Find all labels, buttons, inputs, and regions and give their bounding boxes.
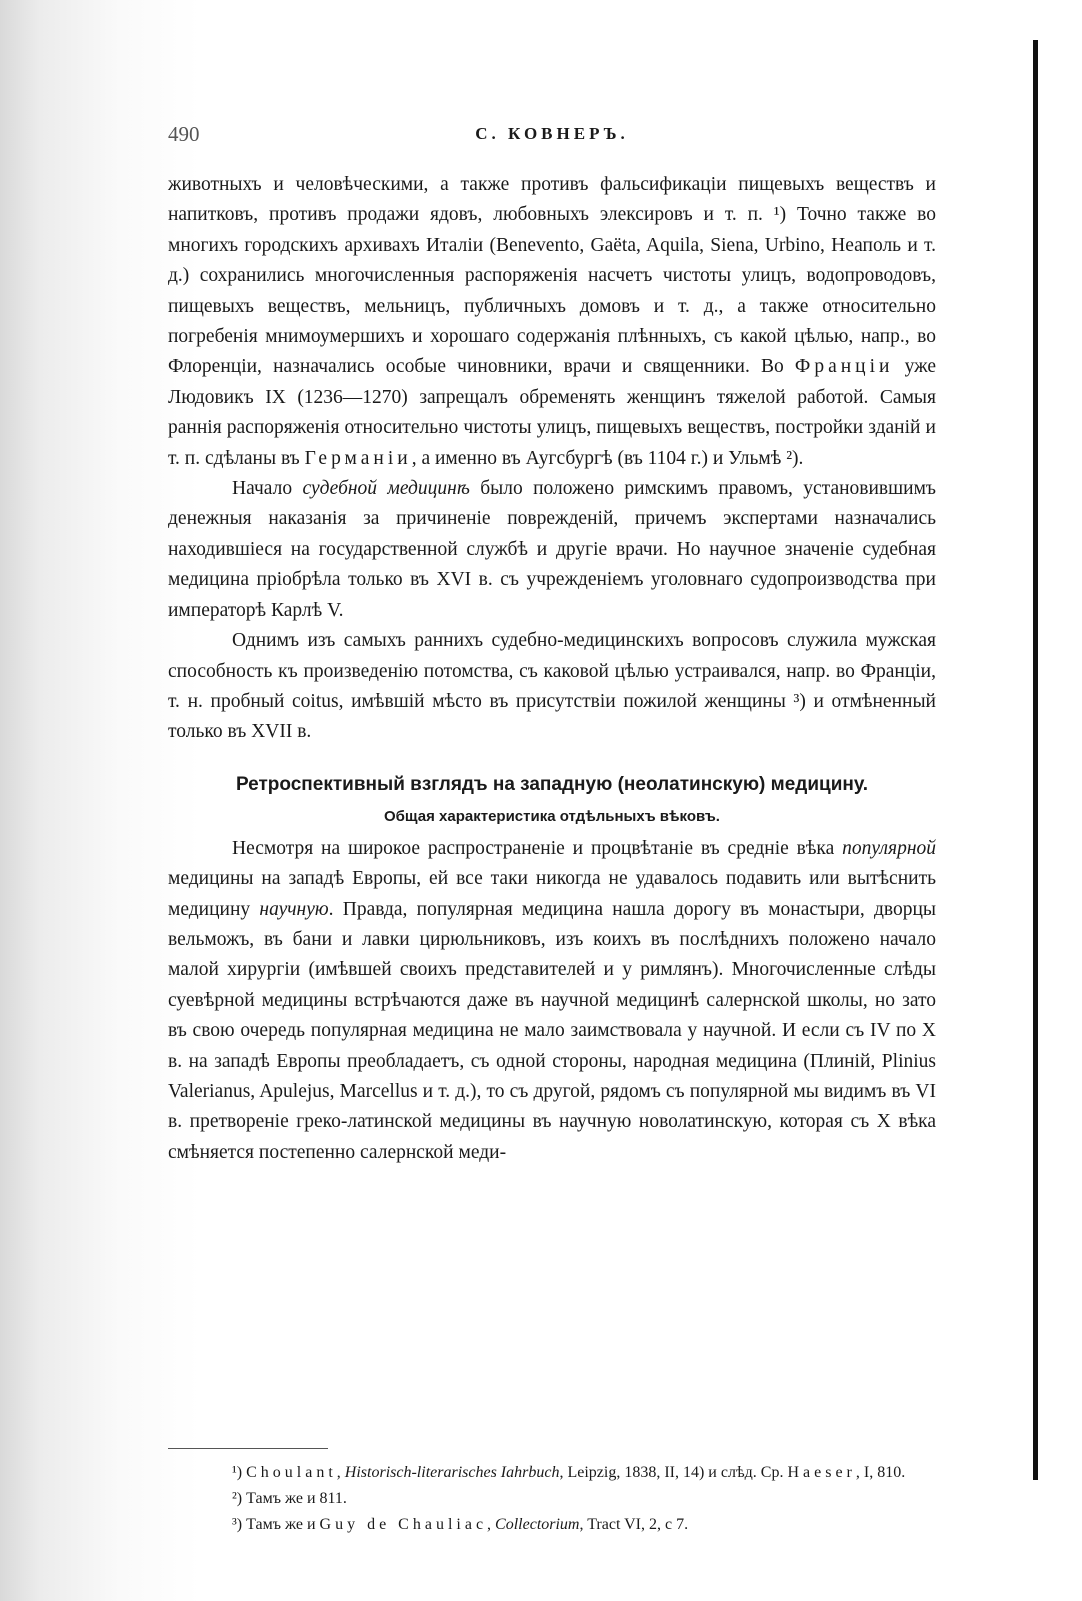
paragraph-1-part-3: , а именно въ Аугсбургѣ (въ 1104 г.) и Ульмѣ ²). xyxy=(411,447,804,469)
page-header xyxy=(168,122,936,152)
paragraph-4-italic-2: научную xyxy=(259,898,329,920)
paragraph-4-part-2: медицины на западѣ Европы, ей все таки никогда не удавалось подавить или вытѣснить медицину xyxy=(168,868,936,920)
footnote-1-rest: , Leipzig, 1838, II, 14) и слѣд. Ср. xyxy=(559,1464,788,1481)
footnote-1-sep: , xyxy=(336,1464,345,1481)
footnote-3-rest: , Tract VI, 2, c 7. xyxy=(579,1516,689,1533)
paragraph-1-part-2: уже Людовикъ IX (1236—1270) запрещалъ обременять женщинъ тяжелой работой. Самыя раннія распоряженія относительно чистоты улицъ, пищевыхъ веществъ, постройки зданій и т. п. сдѣланы въ xyxy=(168,356,936,469)
footnote-3-title: Collectorium xyxy=(495,1516,580,1533)
footnote-rule xyxy=(168,1448,328,1449)
paragraph-2 xyxy=(168,474,936,626)
footnote-1-mark: ¹) xyxy=(232,1464,247,1481)
spaced-word-germany: Германіи xyxy=(304,447,412,469)
spaced-word-france: Франціи xyxy=(794,356,894,378)
page-number: 490 xyxy=(168,122,200,146)
running-title: С. КОВНЕРЪ. xyxy=(475,124,629,143)
paragraph-1-part-1: животныхъ и человѣческими, а также противъ фальсификаціи пищевыхъ веществъ и напитковъ, противъ продажи ядовъ, любовныхъ элексировъ и т. п. ¹) Точно также во многихъ городскихъ архивахъ Италіи (Benevento, Gaëta, Aquila, Siena, Urbino, Неаполь и т. д.) сохранились многочисленныя распоряженія насчетъ чистоты улицъ, водопроводовъ, пищевыхъ веществъ, мельницъ, публичныхъ домовъ и т. д., а также относительно погребенія мнимоумершихъ и хорошаго содержанія плѣнныхъ, съ какой цѣлью, напр., во Флоренціи, назначались особые чиновники, врачи и священники. Во xyxy=(168,174,936,378)
footnote-2: ²) Тамъ же и 811. xyxy=(232,1490,347,1507)
footnote-3-mark: ³) Тамъ же и xyxy=(232,1516,320,1533)
paragraph-3: Однимъ изъ самыхъ раннихъ судебно-медицинскихъ вопросовъ служила мужская способность къ произведенію потомства, съ каковой цѣлью устраивался, напр. во Франціи, т. н. пробный coitus, имѣвшій мѣсто въ присутствіи пожилой женщины ³) и отмѣненный только въ XVII в. xyxy=(168,630,936,743)
footnote-3 xyxy=(168,1512,936,1538)
paragraph-4-part-3: . Правда, популярная медицина нашла дорогу въ монастыри, дворцы вельможъ, въ бани и лавки цирюльниковъ, изъ коихъ въ послѣднихъ положено начало малой хирургіи (имѣвшей своихъ представителей и у римлянъ). Многочисленные слѣды суевѣрной медицины встрѣчаются даже въ научной медицинѣ салернской школы, но зато въ свою очередь популярная медицина не мало заимствовала у научной. И если съ IV по X в. на западѣ Европы преобладаетъ, съ одной стороны, народная медицина (Плиній, Plinius Valerianus, Apulejus, Marcellus и т. д.), то съ другой, рядомъ съ популярной мы видимъ въ VI в. претвореніе греко-латинской медицины въ научную новолатинскую, которая съ X вѣка смѣняется постепенно салернской меди- xyxy=(168,898,936,1163)
paragraph-4 xyxy=(168,834,936,1168)
paragraph-2-before: Начало xyxy=(232,478,303,500)
paragraph-4-italic-1: популярной xyxy=(842,837,936,859)
page-edge-shadow xyxy=(1033,40,1038,1480)
footnote-1-title: Historisch-literarisches Iahrbuch xyxy=(344,1464,560,1481)
section-heading: Ретроспективный взглядъ на западную (неолатинскую) медицину. xyxy=(235,773,869,795)
paragraph-2-after: было положено римскимъ правомъ, установившимъ денежныя наказанія за причиненіе поврежденій, причемъ экспертами назначались находившіеся на государственной службѣ и другіе врачи. Но научное значеніе судебная медицина пріобрѣла только въ XVI в. съ учрежденіемъ уголовнаго судопроизводства при императорѣ Карлѣ V. xyxy=(168,478,937,621)
paragraph-1 xyxy=(168,170,936,474)
paragraph-4-part-1: Несмотря на широкое распространеніе и процвѣтаніе въ средніе вѣка xyxy=(232,837,843,859)
footnote-1 xyxy=(168,1460,936,1486)
footnotes xyxy=(168,1460,936,1538)
paragraph-2-italic: судебной медицинѣ xyxy=(302,478,470,500)
footnote-3-sep: , xyxy=(487,1516,496,1533)
footnote-1-author: Choulant xyxy=(246,1464,337,1481)
footnote-1-author-2: Haeser xyxy=(787,1464,856,1481)
body-text xyxy=(168,170,936,1168)
footnote-3-author: Guy de Chauliac xyxy=(319,1516,488,1533)
footnote-1-rest-2: , I, 810. xyxy=(855,1464,906,1481)
section-subheading: Общая характеристика отдѣльныхъ вѣковъ. xyxy=(384,807,720,825)
